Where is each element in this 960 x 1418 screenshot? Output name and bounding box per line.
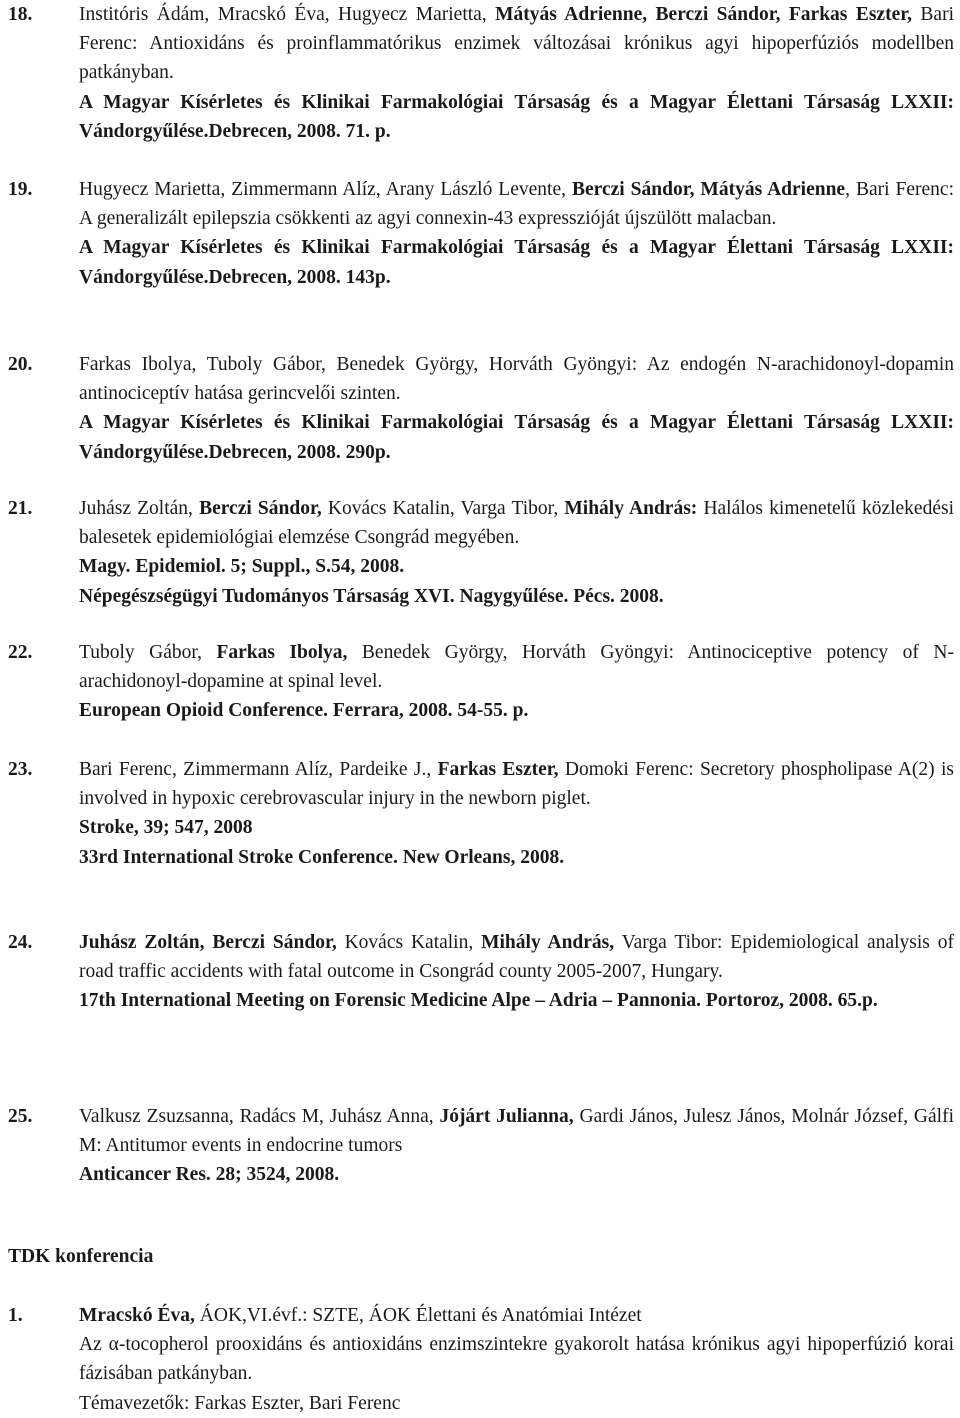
entry-authors-title bbox=[79, 0, 954, 88]
text-segment: Jójárt Julianna, bbox=[439, 1106, 574, 1127]
entry-authors-title bbox=[79, 175, 954, 233]
text-segment: Tuboly Gábor, bbox=[79, 642, 217, 663]
text-segment: 33rd International Stroke Conference. New Orleans, 2008. bbox=[79, 846, 565, 868]
publication-entry bbox=[8, 1102, 954, 1190]
text-segment: A Magyar Kísérletes és Klinikai Farmakológiai Társaság és a Magyar Élettani Társaság LXXII: Vándorgyűlése.Debrecen, 2008. 143p. bbox=[79, 237, 954, 288]
entry-body bbox=[79, 928, 954, 1016]
entry-venue bbox=[79, 986, 954, 1015]
entry-venue bbox=[79, 843, 954, 872]
text-segment: Valkusz Zsuzsanna, Radács M, Juhász Anna, bbox=[79, 1106, 440, 1127]
text-segment: Bari Ferenc, Zimmermann Alíz, Pardeike J., bbox=[79, 759, 438, 780]
entry-number: 25. bbox=[8, 1106, 33, 1127]
entry-supervisors bbox=[79, 1389, 954, 1418]
text-segment: Anticancer Res. 28; 3524, 2008. bbox=[79, 1164, 340, 1186]
entry-body bbox=[79, 175, 954, 292]
entry-number: 24. bbox=[8, 932, 33, 953]
text-segment: Institóris Ádám, Mracskó Éva, Hugyecz Marietta, bbox=[79, 4, 496, 25]
text-segment: Mihály András: bbox=[564, 498, 698, 519]
entry-venue bbox=[79, 696, 954, 725]
text-segment: ÁOK,VI.évf.: SZTE, ÁOK Élettani és Anatómiai Intézet bbox=[194, 1305, 642, 1326]
entry-authors-title bbox=[79, 494, 954, 552]
text-segment: European Opioid Conference. Ferrara, 2008. 54-55. p. bbox=[79, 700, 529, 722]
entry-number: 20. bbox=[8, 354, 33, 375]
text-segment: Farkas Ibolya, bbox=[216, 642, 348, 663]
publication-entry bbox=[8, 638, 954, 726]
text-segment: Az α-tocopherol prooxidáns és antioxidáns enzimszintekre gyakorolt hatása krónikus agyi hipoperfúzió korai fázisában patkányban. bbox=[79, 1334, 954, 1385]
entry-number: 19. bbox=[8, 179, 33, 200]
text-segment: Farkas Eszter, bbox=[437, 759, 559, 780]
text-segment: Gardi János, Julesz János, Molnár József, Gálfi M: Antitumor events in endocrine tumors bbox=[79, 1106, 954, 1157]
entry-authors-title bbox=[79, 755, 954, 813]
text-segment: Berczi Sándor, bbox=[199, 498, 322, 519]
publication-entry bbox=[8, 494, 954, 611]
text-segment: Juhász Zoltán, Berczi Sándor, bbox=[79, 932, 337, 953]
entry-venue bbox=[79, 88, 954, 146]
text-segment: Témavezetők: Farkas Eszter, Bari Ferenc bbox=[79, 1392, 401, 1414]
entry-body bbox=[79, 755, 954, 872]
text-segment: Stroke, 39; 547, 2008 bbox=[79, 817, 253, 839]
text-segment: Magy. Epidemiol. 5; Suppl., S.54, 2008. bbox=[79, 556, 405, 578]
publication-entry bbox=[8, 350, 954, 467]
publication-entry bbox=[8, 0, 954, 146]
text-segment: Domoki Ferenc: Secretory phospholipase A(2) is involved in hypoxic cerebrovascular injury in the newborn piglet. bbox=[79, 759, 954, 810]
text-segment: 17th International Meeting on Forensic Medicine Alpe – Adria – Pannonia. Portoroz, 2008. 65.p. bbox=[79, 990, 878, 1012]
entry-body bbox=[79, 1102, 954, 1190]
text-segment: Juhász Zoltán, bbox=[79, 498, 200, 519]
entry-venue bbox=[79, 408, 954, 466]
text-segment: Benedek György, Horváth Gyöngyi: Antinociceptive potency of N-arachidonoyl-dopamine at spinal level. bbox=[79, 642, 954, 693]
entry-number: 23. bbox=[8, 759, 33, 780]
entry-authors-title bbox=[79, 1102, 954, 1160]
entry-authors-title bbox=[79, 350, 954, 408]
section-heading: TDK konferencia bbox=[8, 1246, 154, 1267]
entry-number: 18. bbox=[8, 4, 33, 25]
entry-student bbox=[79, 1301, 954, 1330]
text-segment: Bari Ferenc: Antioxidáns és proinflammatórikus enzimek változásai krónikus agyi hipoperfúziós modellben patkányban. bbox=[79, 4, 954, 84]
text-segment: Halálos kimenetelű közlekedési balesetek epidemiológiai elemzése Csongrád megyében. bbox=[79, 498, 955, 549]
text-segment: Mracskó Éva, bbox=[79, 1305, 195, 1326]
text-segment: Népegészségügyi Tudományos Társaság XVI. Nagygyűlése. Pécs. 2008. bbox=[79, 585, 664, 607]
publication-entry bbox=[8, 755, 954, 872]
text-segment: Varga Tibor: Epidemiological analysis of road traffic accidents with fatal outcome in Csongrád county 2005-2007, Hungary. bbox=[79, 932, 954, 983]
entry-body bbox=[79, 494, 954, 611]
entry-title bbox=[79, 1330, 954, 1388]
text-segment: Mátyás Adrienne, Berczi Sándor, Farkas Eszter, bbox=[495, 4, 912, 25]
text-segment: Kovács Katalin, Varga Tibor, bbox=[321, 498, 565, 519]
publication-entry bbox=[8, 928, 954, 1016]
entry-authors-title bbox=[79, 638, 954, 696]
text-segment: Mihály András, bbox=[481, 932, 615, 953]
entry-body bbox=[79, 350, 954, 467]
text-segment: Berczi Sándor, Mátyás Adrienne bbox=[571, 179, 846, 200]
entry-venue bbox=[79, 582, 954, 611]
text-segment: Hugyecz Marietta, Zimmermann Alíz, Arany László Levente, bbox=[79, 179, 572, 200]
entry-number: 22. bbox=[8, 642, 33, 663]
text-segment: A Magyar Kísérletes és Klinikai Farmakológiai Társaság és a Magyar Élettani Társaság LXXII: Vándorgyűlése.Debrecen, 2008. 290p. bbox=[79, 412, 954, 463]
text-segment: Kovács Katalin, bbox=[336, 932, 482, 953]
entry-journal bbox=[79, 813, 954, 842]
text-segment: Farkas Ibolya, Tuboly Gábor, Benedek György, Horváth Gyöngyi: Az endogén N-arachidonoyl-dopamin antinociceptív hatása gerincvelői szinten. bbox=[79, 354, 954, 405]
entry-body bbox=[79, 1301, 954, 1418]
text-segment: , Bari Ferenc: A generalizált epilepszia csökkenti az agyi connexin-43 expresszióját újszülött malacban. bbox=[79, 179, 954, 230]
text-segment: A Magyar Kísérletes és Klinikai Farmakológiai Társaság és a Magyar Élettani Társaság LXXII: Vándorgyűlése.Debrecen, 2008. 71. p. bbox=[79, 91, 954, 142]
entry-body bbox=[79, 0, 954, 146]
entry-venue bbox=[79, 233, 954, 291]
publication-entry bbox=[8, 175, 954, 292]
entry-number: 21. bbox=[8, 498, 33, 519]
entry-body bbox=[79, 638, 954, 726]
entry-authors-title bbox=[79, 928, 954, 986]
entry-number: 1. bbox=[8, 1305, 23, 1326]
tdk-entry bbox=[8, 1301, 954, 1418]
entry-journal bbox=[79, 1160, 954, 1189]
entry-journal bbox=[79, 552, 954, 581]
